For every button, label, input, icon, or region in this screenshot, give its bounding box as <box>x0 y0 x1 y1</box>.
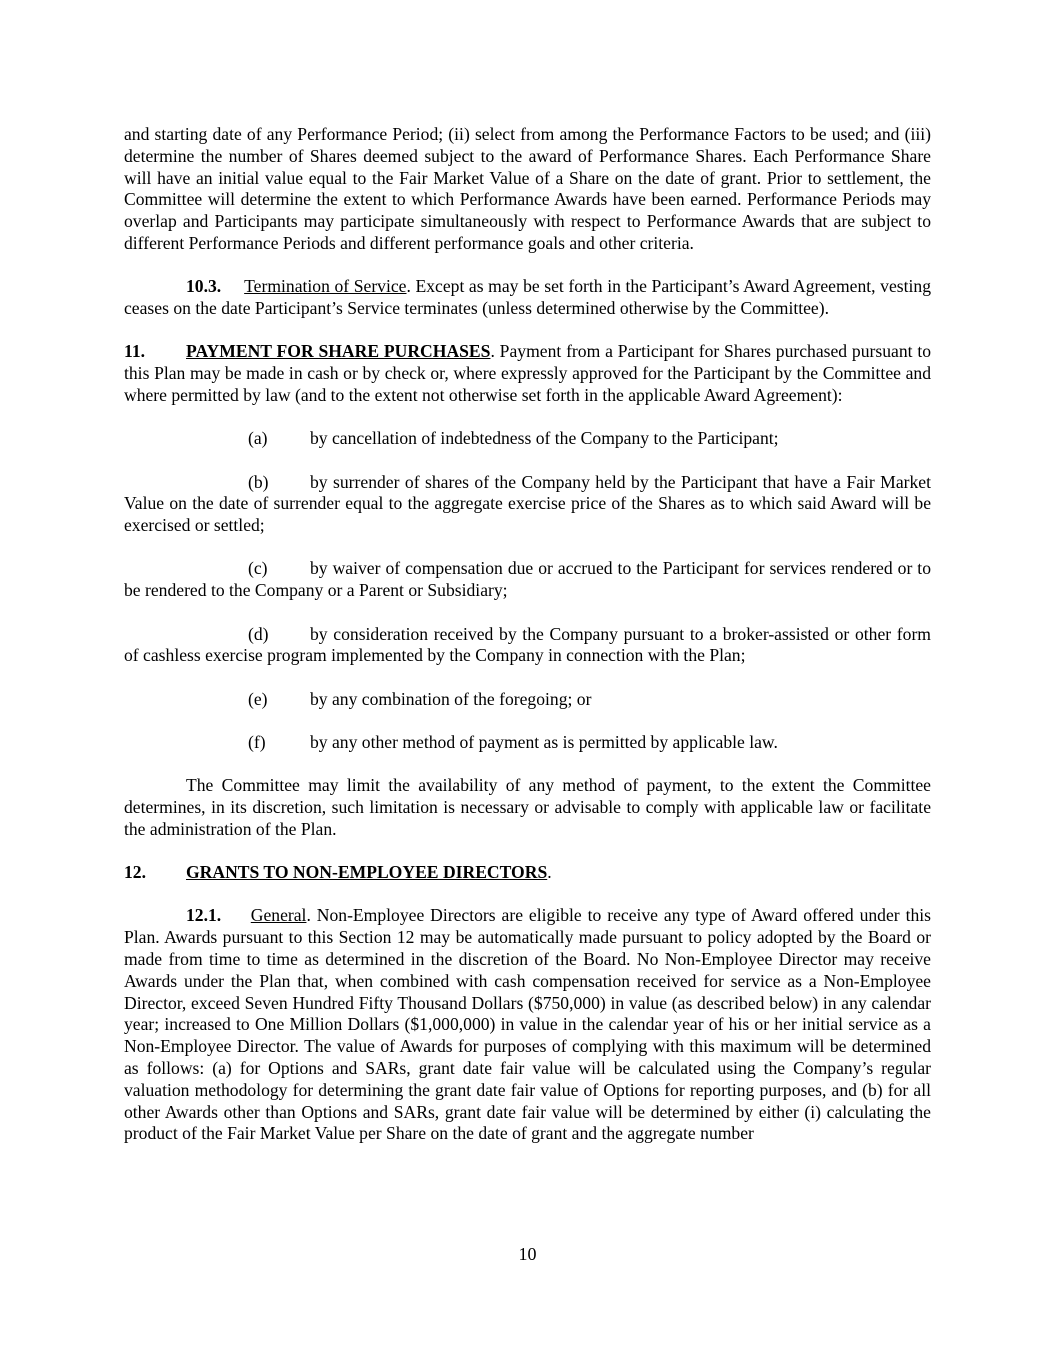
item-text: by any other method of payment as is permitted by applicable law. <box>310 731 778 752</box>
page-number: 10 <box>518 1244 537 1264</box>
list-item-e <box>124 689 931 711</box>
item-text: by any combination of the foregoing; or <box>310 688 592 709</box>
item-text: by consideration received by the Company pursuant to a broker-assisted or other form of cashless exercise program implemented by the Company in connection with the Plan; <box>124 623 931 666</box>
item-label: (f) <box>248 731 266 752</box>
list-item-f <box>124 732 931 754</box>
section-title: General <box>250 905 307 926</box>
section-10-3 <box>124 276 931 320</box>
list-item-b <box>124 472 931 537</box>
section-number: 10.3. <box>186 276 222 297</box>
item-text: by cancellation of indebtedness of the Company to the Participant; <box>310 428 779 449</box>
section-12-1 <box>124 905 931 1145</box>
continuation-paragraph: and starting date of any Performance Period; (ii) select from among the Performance Factors to be used; and (iii) determine the number of Shares deemed subject to the award of Performance Shares. Each Performance Share will have an initial value equal to the Fair Market Value of a Share on the date of grant. Prior to settlement, the Committee will determine the extent to which Performance Awards have been earned. Performance Periods may overlap and Participants may participate simultaneously with respect to Performance Awards that are subject to different Performance Periods and different performance goals and other criteria. <box>124 124 931 253</box>
item-label: (b) <box>248 471 269 492</box>
section-text: . Except as may be set forth in the Participant’s Award Agreement, vesting ceases on the date Participant’s Service terminates (unless determined otherwise by the Committee). <box>124 276 931 319</box>
section-12-heading <box>124 862 931 884</box>
page-body <box>124 124 931 1145</box>
item-text: by surrender of shares of the Company held by the Participant that have a Fair Market Value on the date of surrender equal to the aggregate exercise price of the Shares as to which said Award will be exercised or settled; <box>124 471 931 536</box>
list-item-c <box>124 558 931 602</box>
section-title: Termination of Service <box>244 276 407 297</box>
section-title: GRANTS TO NON-EMPLOYEE DIRECTORS <box>186 862 548 883</box>
item-label: (e) <box>248 688 268 709</box>
item-label: (d) <box>248 623 269 644</box>
item-label: (c) <box>248 558 268 579</box>
section-title: PAYMENT FOR SHARE PURCHASES <box>186 341 491 362</box>
section-number: 11. <box>124 341 146 362</box>
item-label: (a) <box>248 428 268 449</box>
section-text: . Payment from a Participant for Shares purchased pursuant to this Plan may be made in cash or by check or, where expressly approved for the Participant by the Committee and where permitted by law (and to the extent not otherwise set forth in the applicable Award Agreement): <box>124 341 932 405</box>
list-item-d <box>124 624 931 668</box>
section-text: . Non-Employee Directors are eligible to receive any type of Award offered under this Plan. Awards pursuant to this Section 12 may be automatically made pursuant to policy adopted by the Board or made from time to time as determined in the discretion of the Board. No Non-Employee Director may receive Awards under the Plan that, when combined with cash compensation received for service as a Non-Employee Director, exceed Seven Hundred Fifty Thousand Dollars ($750,000) in value (as described below) in any calendar year; increased to One Million Dollars ($1,000,000) in value in the calendar year of his or her initial service as a Non-Employee Director. The value of Awards for purposes of complying with this maximum will be determined as follows: (a) for Options and SARs, grant date fair value will be calculated using the Company’s regular valuation methodology for determining the grant date fair value of Options for reporting purposes, and (b) for all other Awards other than Options and SARs, grant date fair value will be determined by either (i) calculating the product of the Fair Market Value per Share on the date of grant and the aggregate number <box>124 905 931 1144</box>
section-11 <box>124 341 931 406</box>
section-title-suffix: . <box>547 862 552 883</box>
section-number: 12.1. <box>186 905 222 926</box>
section-number: 12. <box>124 862 146 883</box>
section-11-closing-paragraph: The Committee may limit the availability of any method of payment, to the extent the Committee determines, in its discretion, such limitation is necessary or advisable to comply with applicable law or facilitate the administration of the Plan. <box>124 775 931 839</box>
item-text: by waiver of compensation due or accrued to the Participant for services rendered or to be rendered to the Company or a Parent or Subsidiary; <box>124 558 931 601</box>
list-item-a <box>124 428 931 450</box>
